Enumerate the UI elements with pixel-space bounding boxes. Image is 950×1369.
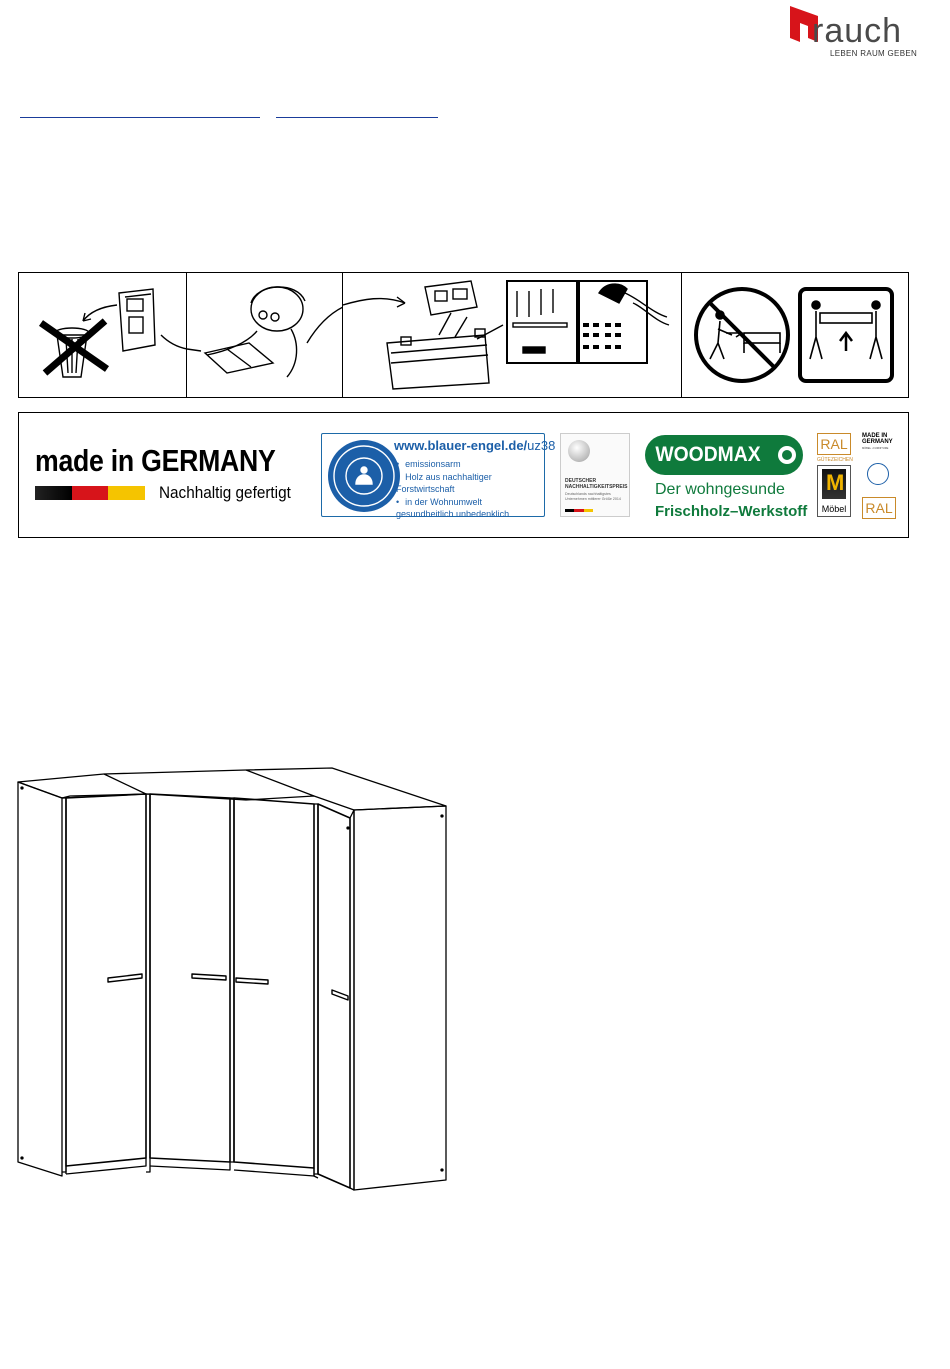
blauer-engel-url: www.blauer-engel.de/uz38 — [394, 438, 556, 453]
moebel-letter: M — [826, 470, 845, 495]
file-parts-list-panel — [343, 273, 682, 397]
blauer-engel-criteria — [396, 458, 544, 521]
file-parts-list-icon — [343, 273, 682, 397]
nachhaltigkeitspreis-title: DEUTSCHER NACHHALTIGKEITSPREIS — [565, 478, 628, 490]
document-link-2[interactable] — [276, 100, 438, 118]
mig-seal-title: MADE IN GERMANY — [862, 433, 893, 445]
made-in-germany-subtitle: Nachhaltig gefertigt — [159, 483, 291, 502]
list-item: • in der Wohnumwelt gesundheitlich unbedenklich — [396, 496, 526, 521]
corner-wardrobe-illustration — [14, 760, 454, 1200]
woodmax-name: WOODMAX — [655, 443, 761, 466]
list-item: • emissionsarm — [396, 458, 544, 471]
mig-seal-subtitle: MÖBEL • FURNITURE — [862, 447, 889, 450]
woodmax-dot-icon — [778, 446, 796, 464]
woodmax-slogan-line1: Der wohngesunde — [655, 481, 785, 498]
brand-tagline: LEBEN RAUM GEBEN — [830, 49, 918, 58]
lift-do-not-drag-panel — [682, 273, 908, 397]
read-instructions-icon — [187, 273, 343, 397]
ral-moebel-badge — [817, 433, 853, 519]
mig-seal-icon — [867, 463, 889, 485]
moebel-seal-icon — [817, 465, 851, 517]
german-flag-bar-icon — [35, 486, 145, 500]
document-link-1[interactable] — [20, 100, 260, 118]
mig-ral-label: RAL — [862, 497, 896, 519]
ral-caption: GÜTEZEICHEN — [817, 457, 853, 463]
nachhaltigkeitspreis-badge — [560, 433, 630, 517]
blauer-engel-badge — [321, 433, 556, 519]
woodmax-slogan-line2: Frischholz–Werkstoff — [655, 503, 808, 520]
keep-instructions-icon — [19, 273, 187, 397]
instruction-strip — [18, 272, 909, 398]
ral-label: RAL — [817, 433, 851, 455]
brand-name: rauch — [812, 12, 903, 50]
brand-logo — [788, 2, 918, 62]
made-in-germany-title: made in GERMANY — [35, 443, 276, 478]
woodmax-logo — [645, 435, 803, 475]
certification-strip — [18, 412, 909, 538]
mig-seal-badge — [862, 433, 898, 519]
blauer-engel-seal-icon — [328, 440, 400, 512]
moebel-label: Möbel — [821, 504, 847, 514]
nachhaltigkeitspreis-note: Deutschlands nachhaltigstes Unternehmen mittlerer Größe 2014 — [565, 492, 621, 501]
list-item: • Holz aus nachhaltiger Forstwirtschaft — [396, 471, 544, 496]
lift-do-not-drag-icon — [682, 273, 908, 397]
award-sphere-icon — [568, 440, 590, 462]
read-instructions-panel — [187, 273, 343, 397]
german-flag-icon — [565, 509, 593, 512]
keep-instructions-panel — [19, 273, 187, 397]
